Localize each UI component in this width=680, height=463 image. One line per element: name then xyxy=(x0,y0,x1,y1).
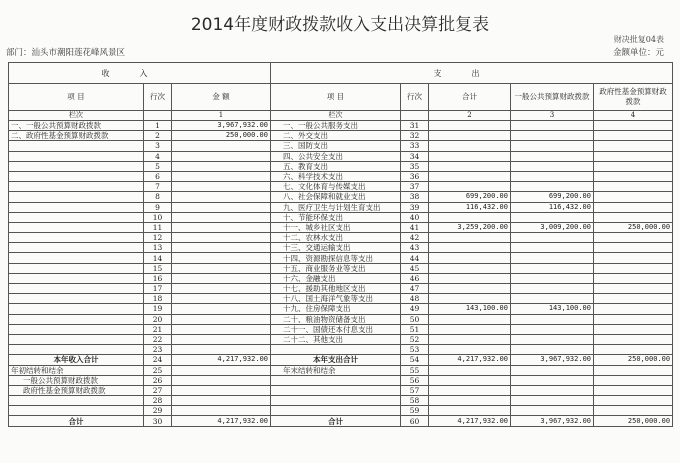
expense-gov-fund xyxy=(594,243,673,253)
income-amount xyxy=(172,253,271,263)
table-row xyxy=(9,212,673,222)
expense-total xyxy=(429,314,511,324)
income-line: 21 xyxy=(144,324,172,334)
expense-line: 39 xyxy=(401,202,429,212)
expense-gov-fund xyxy=(594,304,673,314)
expense-total: 3,259,200.00 xyxy=(429,222,511,232)
income-line: 9 xyxy=(144,202,172,212)
expense-line: 57 xyxy=(401,385,429,395)
form-number: 财决批复04表 xyxy=(613,35,664,44)
income-item: 二、政府性基金预算财政拨款 xyxy=(9,131,144,141)
income-item xyxy=(9,396,144,406)
income-item xyxy=(9,141,144,151)
expense-gov-fund: 250,000.00 xyxy=(594,355,673,365)
income-line: 3 xyxy=(144,141,172,151)
table-row xyxy=(9,273,673,283)
income-amount xyxy=(172,345,271,355)
income-line: 22 xyxy=(144,334,172,344)
expense-total xyxy=(429,182,511,192)
expense-gov-fund: 250,000.00 xyxy=(594,222,673,232)
income-line: 25 xyxy=(144,365,172,375)
income-amount xyxy=(172,141,271,151)
expense-line: 58 xyxy=(401,396,429,406)
table-row xyxy=(9,182,673,192)
expense-header: 支出 xyxy=(271,63,673,84)
table-row xyxy=(9,406,673,416)
income-amount xyxy=(172,171,271,181)
income-line: 10 xyxy=(144,212,172,222)
expense-line: 38 xyxy=(401,192,429,202)
income-amount: 4,217,932.00 xyxy=(172,416,271,426)
expense-total xyxy=(429,121,511,131)
expense-total xyxy=(429,131,511,141)
table-row xyxy=(9,171,673,181)
income-line: 11 xyxy=(144,222,172,232)
col-num-1: 1 xyxy=(172,111,271,121)
table-row xyxy=(9,355,673,365)
expense-item: 三、国防支出 xyxy=(271,141,401,151)
expense-total xyxy=(429,151,511,161)
col-label-left: 栏次 xyxy=(9,111,144,121)
income-item xyxy=(9,243,144,253)
table-row xyxy=(9,375,673,385)
expense-line-header: 行次 xyxy=(401,84,429,111)
income-item-header: 项 目 xyxy=(9,84,144,111)
expense-general-budget: 3,967,932.00 xyxy=(511,416,594,426)
expense-line: 32 xyxy=(401,131,429,141)
income-amount xyxy=(172,202,271,212)
expense-item: 八、社会保障和就业支出 xyxy=(271,192,401,202)
income-amount xyxy=(172,263,271,273)
income-header: 收入 xyxy=(9,63,271,84)
table-row xyxy=(9,314,673,324)
expense-item: 七、文化体育与传媒支出 xyxy=(271,182,401,192)
income-amount xyxy=(172,273,271,283)
expense-general-budget: 143,100.00 xyxy=(511,304,594,314)
table-row xyxy=(9,161,673,171)
income-line: 4 xyxy=(144,151,172,161)
income-line: 1 xyxy=(144,121,172,131)
income-amount: 3,967,932.00 xyxy=(172,121,271,131)
expense-item: 十六、金融支出 xyxy=(271,273,401,283)
expense-line: 49 xyxy=(401,304,429,314)
expense-total: 699,200.00 xyxy=(429,192,511,202)
expense-gov-fund xyxy=(594,202,673,212)
income-amount xyxy=(172,304,271,314)
expense-gov-fund xyxy=(594,375,673,385)
expense-general-budget xyxy=(511,263,594,273)
income-item xyxy=(9,324,144,334)
income-item xyxy=(9,202,144,212)
income-item xyxy=(9,273,144,283)
expense-gov-fund xyxy=(594,121,673,131)
expense-item: 十、节能环保支出 xyxy=(271,212,401,222)
income-item: 年初结转和结余 xyxy=(9,365,144,375)
income-item xyxy=(9,151,144,161)
expense-general-budget xyxy=(511,324,594,334)
expense-line: 31 xyxy=(401,121,429,131)
expense-general-budget xyxy=(511,171,594,181)
income-item xyxy=(9,345,144,355)
expense-item: 二、外交支出 xyxy=(271,131,401,141)
expense-gov-fund xyxy=(594,212,673,222)
expense-total: 143,100.00 xyxy=(429,304,511,314)
expense-total xyxy=(429,253,511,263)
income-amount xyxy=(172,294,271,304)
table-row xyxy=(9,284,673,294)
col-label-right: 栏次 xyxy=(271,111,401,121)
expense-item: 十四、资源勘探信息等支出 xyxy=(271,253,401,263)
income-item: 政府性基金预算财政拨款 xyxy=(9,385,144,395)
income-item xyxy=(9,192,144,202)
expense-line: 48 xyxy=(401,294,429,304)
expense-line: 52 xyxy=(401,334,429,344)
expense-gov-fund xyxy=(594,284,673,294)
expense-item: 十九、住房保障支出 xyxy=(271,304,401,314)
income-line: 14 xyxy=(144,253,172,263)
unit-label: 金额单位：元 xyxy=(612,48,664,58)
income-amount xyxy=(172,222,271,232)
income-line: 19 xyxy=(144,304,172,314)
income-item xyxy=(9,314,144,324)
expense-total xyxy=(429,284,511,294)
income-amount xyxy=(172,406,271,416)
expense-gov-fund xyxy=(594,131,673,141)
expense-gov-fund xyxy=(594,171,673,181)
expense-general-budget xyxy=(511,396,594,406)
income-item xyxy=(9,182,144,192)
table-row xyxy=(9,131,673,141)
table-row xyxy=(9,416,673,426)
income-line: 15 xyxy=(144,263,172,273)
expense-item: 十二、农林水支出 xyxy=(271,233,401,243)
table-row xyxy=(9,334,673,344)
income-amount xyxy=(172,334,271,344)
gov-fund-header: 政府性基金预算财政拨款 xyxy=(594,84,673,111)
expense-general-budget xyxy=(511,182,594,192)
expense-total xyxy=(429,212,511,222)
income-line: 13 xyxy=(144,243,172,253)
income-amount xyxy=(172,192,271,202)
expense-total: 116,432.00 xyxy=(429,202,511,212)
expense-gov-fund xyxy=(594,192,673,202)
income-amount xyxy=(172,151,271,161)
expense-gov-fund xyxy=(594,324,673,334)
expense-item: 本年支出合计 xyxy=(271,355,401,365)
income-line: 17 xyxy=(144,284,172,294)
table-row xyxy=(9,385,673,395)
expense-total xyxy=(429,324,511,334)
expense-general-budget xyxy=(511,253,594,263)
table-row xyxy=(9,324,673,334)
expense-gov-fund xyxy=(594,141,673,151)
income-item: 一般公共预算财政拨款 xyxy=(9,375,144,385)
table-row xyxy=(9,233,673,243)
expense-gov-fund xyxy=(594,365,673,375)
income-amount xyxy=(172,365,271,375)
expense-item xyxy=(271,406,401,416)
expense-total xyxy=(429,161,511,171)
col-num-4: 4 xyxy=(594,111,673,121)
table-row xyxy=(9,192,673,202)
income-line-header: 行次 xyxy=(144,84,172,111)
income-amount xyxy=(172,284,271,294)
income-amount xyxy=(172,375,271,385)
income-amount xyxy=(172,385,271,395)
income-item xyxy=(9,253,144,263)
income-amount xyxy=(172,161,271,171)
income-item xyxy=(9,304,144,314)
income-item xyxy=(9,294,144,304)
page-title: 2014年度财政拨款收入支出决算批复表 xyxy=(190,15,490,35)
expense-line: 59 xyxy=(401,406,429,416)
expense-gov-fund xyxy=(594,406,673,416)
expense-gov-fund xyxy=(594,294,673,304)
expense-item xyxy=(271,345,401,355)
expense-gov-fund xyxy=(594,334,673,344)
table-row xyxy=(9,365,673,375)
expense-general-budget xyxy=(511,365,594,375)
expense-line: 55 xyxy=(401,365,429,375)
col-num-2: 2 xyxy=(429,111,511,121)
expense-total xyxy=(429,171,511,181)
expense-line: 51 xyxy=(401,324,429,334)
expense-total xyxy=(429,334,511,344)
expense-line: 46 xyxy=(401,273,429,283)
table-row xyxy=(9,151,673,161)
expense-item: 十八、国土海洋气象等支出 xyxy=(271,294,401,304)
expense-gov-fund xyxy=(594,233,673,243)
income-line: 8 xyxy=(144,192,172,202)
expense-general-budget: 3,009,200.00 xyxy=(511,222,594,232)
table-row xyxy=(9,202,673,212)
income-item xyxy=(9,171,144,181)
expense-general-budget xyxy=(511,161,594,171)
expense-total: 4,217,932.00 xyxy=(429,416,511,426)
income-line: 27 xyxy=(144,385,172,395)
expense-gov-fund xyxy=(594,253,673,263)
expense-item: 五、教育支出 xyxy=(271,161,401,171)
income-line: 7 xyxy=(144,182,172,192)
table-row xyxy=(9,345,673,355)
income-line: 29 xyxy=(144,406,172,416)
table-row xyxy=(9,121,673,131)
expense-total xyxy=(429,294,511,304)
expense-total: 4,217,932.00 xyxy=(429,355,511,365)
income-amount-header: 金 额 xyxy=(172,84,271,111)
expense-item: 十三、交通运输支出 xyxy=(271,243,401,253)
income-line: 12 xyxy=(144,233,172,243)
budget-table xyxy=(8,62,673,427)
expense-gov-fund xyxy=(594,182,673,192)
expense-general-budget: 116,432.00 xyxy=(511,202,594,212)
income-line: 2 xyxy=(144,131,172,141)
income-amount xyxy=(172,182,271,192)
income-item xyxy=(9,233,144,243)
expense-line: 37 xyxy=(401,182,429,192)
expense-line: 43 xyxy=(401,243,429,253)
expense-total xyxy=(429,233,511,243)
expense-line: 35 xyxy=(401,161,429,171)
income-amount: 250,000.00 xyxy=(172,131,271,141)
expense-line: 44 xyxy=(401,253,429,263)
expense-general-budget xyxy=(511,385,594,395)
expense-general-budget xyxy=(511,334,594,344)
expense-general-budget xyxy=(511,212,594,222)
expense-line: 47 xyxy=(401,284,429,294)
expense-general-budget xyxy=(511,243,594,253)
expense-item: 合计 xyxy=(271,416,401,426)
income-item xyxy=(9,334,144,344)
expense-total xyxy=(429,406,511,416)
income-amount xyxy=(172,314,271,324)
income-item xyxy=(9,161,144,171)
expense-gov-fund: 250,000.00 xyxy=(594,416,673,426)
expense-total xyxy=(429,375,511,385)
income-item: 一、一般公共预算财政拨款 xyxy=(9,121,144,131)
income-line: 5 xyxy=(144,161,172,171)
expense-gov-fund xyxy=(594,161,673,171)
table-row xyxy=(9,294,673,304)
expense-general-budget xyxy=(511,131,594,141)
income-line: 6 xyxy=(144,171,172,181)
expense-general-budget: 3,967,932.00 xyxy=(511,355,594,365)
expense-total xyxy=(429,396,511,406)
income-line: 18 xyxy=(144,294,172,304)
income-amount xyxy=(172,396,271,406)
expense-line: 36 xyxy=(401,171,429,181)
expense-total xyxy=(429,243,511,253)
income-amount xyxy=(172,324,271,334)
expense-total xyxy=(429,385,511,395)
income-line: 26 xyxy=(144,375,172,385)
expense-general-budget xyxy=(511,121,594,131)
expense-general-budget xyxy=(511,345,594,355)
expense-general-budget xyxy=(511,273,594,283)
income-line: 20 xyxy=(144,314,172,324)
expense-line: 45 xyxy=(401,263,429,273)
expense-item-header: 项 目 xyxy=(271,84,401,111)
expense-general-budget: 699,200.00 xyxy=(511,192,594,202)
income-item xyxy=(9,212,144,222)
expense-gov-fund xyxy=(594,396,673,406)
income-item xyxy=(9,284,144,294)
expense-item xyxy=(271,385,401,395)
expense-total xyxy=(429,263,511,273)
income-item xyxy=(9,406,144,416)
table-body xyxy=(9,121,673,427)
income-amount xyxy=(172,212,271,222)
expense-general-budget xyxy=(511,314,594,324)
col-num-3: 3 xyxy=(511,111,594,121)
income-item xyxy=(9,263,144,273)
expense-general-budget xyxy=(511,141,594,151)
table-row xyxy=(9,243,673,253)
expense-general-budget xyxy=(511,375,594,385)
expense-item: 六、科学技术支出 xyxy=(271,171,401,181)
expense-general-budget xyxy=(511,406,594,416)
expense-general-budget xyxy=(511,151,594,161)
expense-total xyxy=(429,345,511,355)
table-row xyxy=(9,263,673,273)
expense-gov-fund xyxy=(594,345,673,355)
department-label: 部门：汕头市潮阳莲花峰风景区 xyxy=(6,48,126,58)
table-row xyxy=(9,253,673,263)
income-item: 本年收入合计 xyxy=(9,355,144,365)
expense-line: 56 xyxy=(401,375,429,385)
expense-line: 54 xyxy=(401,355,429,365)
expense-item: 二十二、其他支出 xyxy=(271,334,401,344)
table-row xyxy=(9,222,673,232)
expense-item: 九、医疗卫生与计划生育支出 xyxy=(271,202,401,212)
expense-line: 50 xyxy=(401,314,429,324)
expense-line: 33 xyxy=(401,141,429,151)
expense-line: 34 xyxy=(401,151,429,161)
expense-item xyxy=(271,375,401,385)
expense-total xyxy=(429,365,511,375)
income-line: 24 xyxy=(144,355,172,365)
income-amount xyxy=(172,233,271,243)
expense-general-budget xyxy=(511,284,594,294)
expense-gov-fund xyxy=(594,314,673,324)
expense-gov-fund xyxy=(594,263,673,273)
expense-item: 四、公共安全支出 xyxy=(271,151,401,161)
expense-gov-fund xyxy=(594,385,673,395)
table-row xyxy=(9,304,673,314)
income-line: 28 xyxy=(144,396,172,406)
expense-line: 60 xyxy=(401,416,429,426)
income-line: 23 xyxy=(144,345,172,355)
expense-total xyxy=(429,141,511,151)
total-header: 合计 xyxy=(429,84,511,111)
general-budget-header: 一般公共预算财政拨款 xyxy=(511,84,594,111)
expense-item: 一、一般公共服务支出 xyxy=(271,121,401,131)
expense-item xyxy=(271,396,401,406)
table-row xyxy=(9,141,673,151)
expense-item: 年末结转和结余 xyxy=(271,365,401,375)
income-amount xyxy=(172,243,271,253)
expense-item: 二十、粮油物资储备支出 xyxy=(271,314,401,324)
expense-line: 40 xyxy=(401,212,429,222)
expense-general-budget xyxy=(511,233,594,243)
expense-line: 42 xyxy=(401,233,429,243)
expense-item: 十五、商业服务业等支出 xyxy=(271,263,401,273)
income-item: 合计 xyxy=(9,416,144,426)
expense-item: 二十一、国债还本付息支出 xyxy=(271,324,401,334)
expense-gov-fund xyxy=(594,273,673,283)
table-row xyxy=(9,396,673,406)
expense-item: 十一、城乡社区支出 xyxy=(271,222,401,232)
expense-gov-fund xyxy=(594,151,673,161)
income-item xyxy=(9,222,144,232)
expense-line: 53 xyxy=(401,345,429,355)
expense-general-budget xyxy=(511,294,594,304)
expense-total xyxy=(429,273,511,283)
expense-line: 41 xyxy=(401,222,429,232)
expense-item: 十七、援助其他地区支出 xyxy=(271,284,401,294)
income-line: 30 xyxy=(144,416,172,426)
income-line: 16 xyxy=(144,273,172,283)
income-amount: 4,217,932.00 xyxy=(172,355,271,365)
